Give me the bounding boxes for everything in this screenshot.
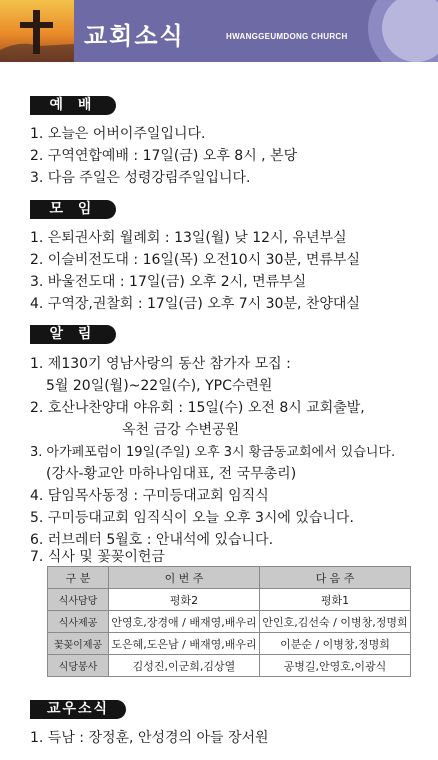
list-item-continuation: 5월 20일(월)~22일(수), YPC수련원 <box>46 378 273 394</box>
table-row <box>48 633 411 655</box>
section-header-notices: 알 림 <box>30 325 116 344</box>
section-header-members: 교우소식 <box>30 700 126 719</box>
column-header: 구 분 <box>48 567 109 589</box>
list-item-continuation: 옥천 금강 수변공원 <box>122 422 240 438</box>
list-item: 3. 바울전도대 : 17일(금) 오후 2시, 면류부실 <box>30 274 307 290</box>
table-cell: 김성진,이군희,김상열 <box>109 655 260 677</box>
list-item: 3. 아가페포럼이 19일(주일) 오후 3시 황금동교회에서 있습니다. <box>30 445 396 460</box>
list-item: 1. 득남 : 장정훈, 안성경의 아들 장서원 <box>30 730 269 746</box>
table-cell: 공병길,안영호,이광식 <box>260 655 411 677</box>
table-cell: 평화2 <box>109 589 260 611</box>
church-logo <box>0 0 74 62</box>
page-title: 교회소식 <box>84 22 185 50</box>
row-label: 식사담당 <box>48 589 109 611</box>
list-item: 3. 다음 주일은 성령강림주일입니다. <box>30 170 251 186</box>
table-cell: 도은혜,도은남 / 배재영,배우리 <box>109 633 260 655</box>
list-item: 2. 호산나찬양대 야유회 : 15일(수) 오전 8시 교회출발, <box>30 400 365 416</box>
list-item-continuation: (강사-황교안 마하나임대표, 전 국무총리) <box>46 466 297 482</box>
table-header-row <box>48 567 411 589</box>
list-item: 5. 구미등대교회 임직식이 오늘 오후 3시에 있습니다. <box>30 510 354 526</box>
list-item: 2. 구역연합예배 : 17일(금) 오후 8시 , 본당 <box>30 148 298 164</box>
list-item: 1. 오늘은 어버이주일입니다. <box>30 126 206 142</box>
table-row <box>48 589 411 611</box>
table-cell: 평화1 <box>260 589 411 611</box>
column-header: 다 음 주 <box>260 567 411 589</box>
row-label: 식당봉사 <box>48 655 109 677</box>
table-cell: 이분순 / 이병창,정명희 <box>260 633 411 655</box>
row-label: 꽃꽂이제공 <box>48 633 109 655</box>
list-item: 1. 은퇴권사회 월례회 : 13일(월) 낮 12시, 유년부실 <box>30 230 347 246</box>
header-banner <box>0 0 438 62</box>
list-item: 7. 식사 및 꽃꽂이헌금 <box>30 549 165 565</box>
list-item: 2. 이슬비전도대 : 16일(목) 오전10시 30분, 면류부실 <box>30 252 360 268</box>
table-row <box>48 655 411 677</box>
table-cell: 안인호,김선숙 / 이병창,정명희 <box>260 611 411 633</box>
list-item: 6. 러브레터 5월호 : 안내석에 있습니다. <box>30 532 274 548</box>
list-item: 4. 구역장,권찰회 : 17일(금) 오후 7시 30분, 찬양대실 <box>30 296 360 312</box>
section-header-worship: 예 배 <box>30 96 116 115</box>
section-header-meetings: 모 임 <box>30 200 116 219</box>
meal-schedule-table <box>47 566 411 677</box>
church-name: HWANGGEUMDONG CHURCH <box>226 32 348 41</box>
table-row <box>48 611 411 633</box>
table-cell: 안영호,장경애 / 배재영,배우리 <box>109 611 260 633</box>
list-item: 4. 담임목사동정 : 구미등대교회 임직식 <box>30 488 269 504</box>
cross-icon <box>0 0 74 62</box>
row-label: 식사제공 <box>48 611 109 633</box>
column-header: 이 번 주 <box>109 567 260 589</box>
list-item: 1. 제130기 영남사랑의 동산 참가자 모집 : <box>30 356 291 372</box>
